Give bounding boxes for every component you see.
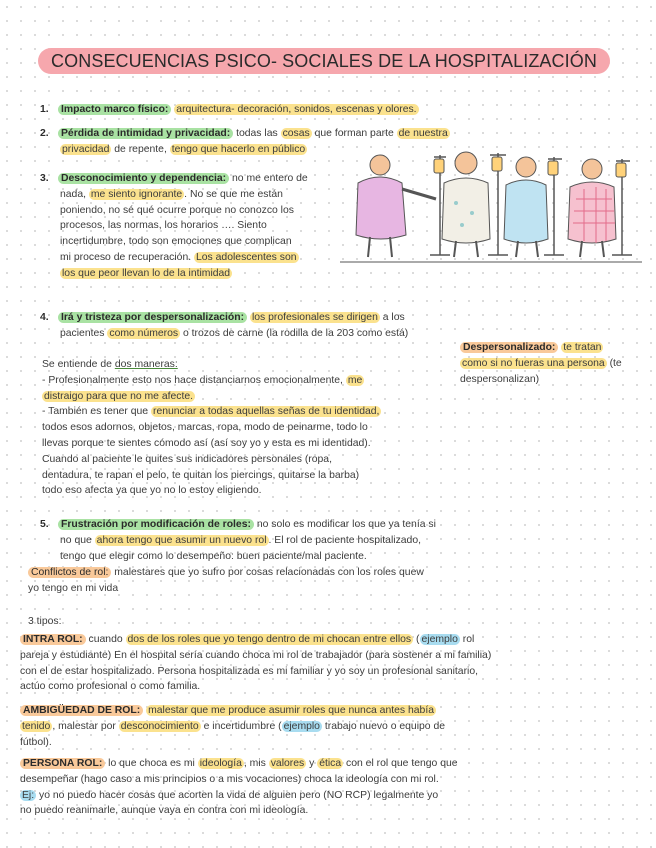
person-role [20,756,458,819]
item-5-number: 5. [40,519,49,530]
role-ambiguity-text: , malestar por [52,720,116,732]
item-3-line: incertidumbre, todo son emociones que complican [60,236,292,248]
person-role-text: con el rol que tengo que [346,758,458,769]
item-2-highlight: de nuestra [398,128,448,139]
item-2-highlight: cosas [282,128,310,139]
intra-role-text: rol [462,634,475,645]
types-label: 3 tipos: [28,616,62,627]
role-conflicts-text: malestares que yo sufro por cosas relacionadas con los roles quew [114,567,424,578]
item-2-text: todas las [236,128,278,139]
item-5-heading: Frustración por modificación de roles: [58,519,254,530]
side-note-highlight: te tratan [563,342,602,353]
two-ways-block [42,357,381,499]
person-role-highlight: ideología [199,758,242,769]
item-3-highlight: los que peor llevan lo de la intimidad [62,267,231,279]
ways-highlight: distraigo para que no me afecte. [44,390,194,402]
person-role-highlight: valores [270,758,305,769]
person-role-line: desempeñar (hago caso a mis principios o a mis vocaciones) choca la ideología con mi rol. [20,773,439,785]
item-4-highlight: como números [109,327,179,339]
item-3-text: . No se que me están [184,188,283,200]
item-5-text: no que [60,534,92,546]
item-5 [40,517,436,564]
intra-role-line: pareja y estudiante) En el hospital sería cuando choca mi rol de trabajador (para sostener a mi familia) [20,649,492,661]
ways-intro: Se entiende de [42,359,112,370]
item-3-highlight: me siento ignorante [90,188,183,200]
role-conflicts-text: yo tengo en mi vida [28,582,119,594]
item-4 [40,310,408,342]
ways-line: Cuando al paciente le quites sus indicadores personales (ropa, [42,453,332,465]
side-note-heading: Despersonalizado: [460,342,558,353]
role-conflicts-heading: Conflictos de rol: [28,567,111,578]
role-ambiguity-text: trabajo nuevo o equipo de [324,720,446,732]
item-5-text: . El rol de paciente hospitalizado, [268,534,421,546]
intra-role-line: con el de estar hospitalizado. Persona hospitalizada es mi familiar y yo soy un profesional sanitario, [20,665,479,677]
item-5-text: no solo es modificar los que ya tenía si [256,519,436,530]
role-conflicts [28,565,424,597]
item-4-number: 4. [40,312,49,323]
ways-line: dentadura, te rapan el pelo, te quitan los piercings, quitarse la barba) [42,469,360,481]
role-ambiguity-highlight: desconocimiento [120,720,199,732]
person-role-highlight: ética [319,758,342,769]
item-5-highlight: ahora tengo que asumir un nuevo rol [96,534,267,546]
ways-bullet-1: - Profesionalmente esto nos hace distanciarnos emocionalmente, [42,374,343,386]
item-3 [40,171,308,282]
hospital-patients-illustration [340,143,642,265]
item-4-text: o trozos de carne (la rodilla de la 203 como está) [183,327,409,339]
ways-highlight: renunciar a todas aquellas señas de tu identidad, [152,406,380,418]
ways-bullet-2: - También es tener que [42,406,149,418]
ways-intro-underlined: dos maneras: [114,359,178,370]
role-ambiguity-text: e incertidumbre ( [203,720,282,732]
item-3-line: procesos, las normas, los horarios …. Siento [60,220,267,232]
item-2-number: 2. [40,128,49,139]
person-role-line: yo no puedo hacer cosas que acorten la vida de alguien pero (NO RCP) legalmente yo [39,789,439,801]
item-2-highlight: privacidad [62,143,110,155]
item-3-text: nada, [60,188,87,200]
item-3-text: mi proceso de recuperación. [60,251,192,263]
item-2-highlight: tengo que hacerlo en público [171,143,306,155]
ways-line: llevas porque te sientes cómodo así (así soy yo y esta es mi identidad). [42,437,371,449]
role-ambiguity-highlight: tenido [22,720,51,732]
person-role-text: lo que choca es mi [108,758,195,769]
role-ambiguity-line: fútbol). [20,736,52,748]
item-2-text: que forman parte [314,128,394,139]
intra-role-line: actúo como profesional o como familia. [20,681,201,693]
item-4-text: a los [382,312,405,323]
item-3-number: 3. [40,173,49,184]
item-2-heading: Pérdida de intimidad y privacidad: [58,128,233,139]
side-note-text: (te [609,357,622,369]
intra-role-highlight: dos de los roles que yo tengo dentro de mi chocan entre ellos [127,634,412,645]
item-3-line: poniendo, no sé qué ocurre porque no conozco los [60,204,294,216]
ways-line: todos esos adornos, objetos, marcas, ropa, modo de peinarme, todo lo [42,422,368,434]
item-1-number: 1. [40,104,49,115]
item-2-text: de repente, [114,143,167,155]
item-4-text: pacientes [60,327,105,339]
person-role-text: y [309,758,315,769]
intra-role-heading: INTRA ROL: [20,634,86,645]
item-3-highlight: Los adolescentes son [196,251,297,263]
item-4-highlight: los profesionales se dirigen [251,312,378,323]
intra-role [20,632,491,695]
person-role-text: , mis [243,758,266,769]
intra-role-text: ( [416,634,420,645]
ways-line: todo eso afecta ya que yo no lo estoy eligiendo. [42,485,262,497]
side-note-text: despersonalizan) [460,373,540,385]
person-role-example: Ej: [22,789,35,801]
person-role-line: no puedo reanimarle, aunque vaya en contra con mi ideología. [20,805,309,817]
intra-role-example: ejemplo [421,634,458,645]
item-4-heading: Irá y tristeza por despersonalización: [58,312,247,323]
item-3-text: no me entero de [232,173,308,184]
item-1 [40,102,419,118]
item-1-heading: Impacto marco físico: [58,104,171,115]
side-note-highlight: como si no fueras una persona [462,357,605,369]
item-3-heading: Desconocimiento y dependencia: [58,173,229,184]
item-5-line: tengo que elegir como lo desempeño: buen paciente/mal paciente. [60,550,367,562]
role-ambiguity-highlight: malestar que me produce asumir roles que nunca antes había [148,705,434,716]
page-title: CONSECUENCIAS PSICO- SOCIALES DE LA HOSPITALIZACIÓN [38,48,610,74]
side-note [460,340,622,387]
role-ambiguity [20,703,445,750]
role-ambiguity-heading: AMBIGÜEDAD DE ROL: [20,705,143,716]
ways-highlight: me [347,374,363,386]
item-1-text: arquitectura- decoración, sonidos, escenas y olores. [176,104,417,115]
role-ambiguity-example: ejemplo [283,720,320,732]
intra-role-text: cuando [88,634,123,645]
person-role-heading: PERSONA ROL: [20,758,105,769]
